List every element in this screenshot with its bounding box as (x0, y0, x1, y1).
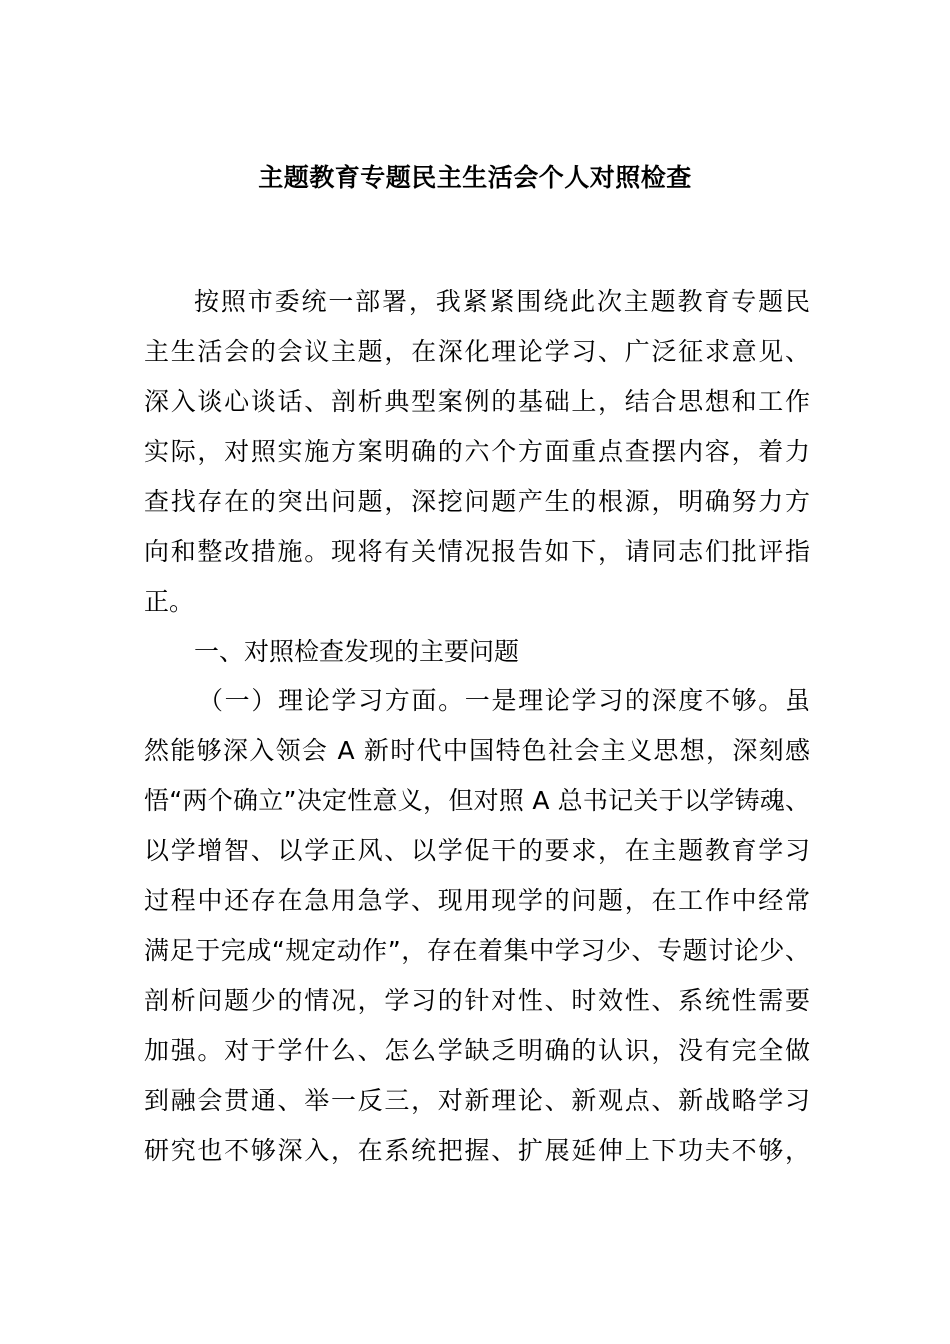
paragraph-line: 按照市委统一部署，我紧紧围绕此次主题教育专题民 (194, 287, 810, 316)
paragraph-line: 研究也不够深入，在系统把握、扩展延伸上下功夫不够， (144, 1136, 810, 1165)
paragraph-line: 主生活会的会议主题，在深化理论学习、广泛征求意见、 (144, 337, 810, 366)
paragraph-line: 以学增智、以学正风、以学促干的要求，在主题教育学习 (144, 836, 810, 865)
paragraph-line: 悟“两个确立”决定性意义，但对照 A 总书记关于以学铸魂、 (144, 786, 810, 815)
paragraph-line: 加强。对于学什么、怎么学缺乏明确的认识，没有完全做 (144, 1036, 810, 1065)
paragraph-line: 剖析问题少的情况，学习的针对性、时效性、系统性需要 (144, 986, 810, 1015)
paragraph-line: 深入谈心谈话、剖析典型案例的基础上，结合思想和工作 (144, 387, 810, 416)
paragraph-line: 查找存在的突出问题，深挖问题产生的根源，明确努力方 (144, 487, 810, 516)
paragraph-line: 过程中还存在急用急学、现用现学的问题，在工作中经常 (144, 886, 810, 915)
paragraph-line: （一）理论学习方面。一是理论学习的深度不够。虽 (198, 686, 810, 715)
section-heading: 一、对照检查发现的主要问题 (194, 637, 520, 666)
paragraph-line: 然能够深入领会 A 新时代中国特色社会主义思想，深刻感 (144, 736, 810, 765)
paragraph-line: 满足于完成“规定动作”，存在着集中学习少、专题讨论少、 (144, 936, 810, 965)
paragraph-line: 正。 (144, 587, 195, 616)
document-title: 主题教育专题民主生活会个人对照检查 (258, 163, 692, 192)
paragraph-line: 到融会贯通、举一反三，对新理论、新观点、新战略学习 (144, 1086, 810, 1115)
paragraph-line: 向和整改措施。现将有关情况报告如下，请同志们批评指 (144, 537, 810, 566)
paragraph-line: 实际，对照实施方案明确的六个方面重点查摆内容，着力 (144, 437, 810, 466)
